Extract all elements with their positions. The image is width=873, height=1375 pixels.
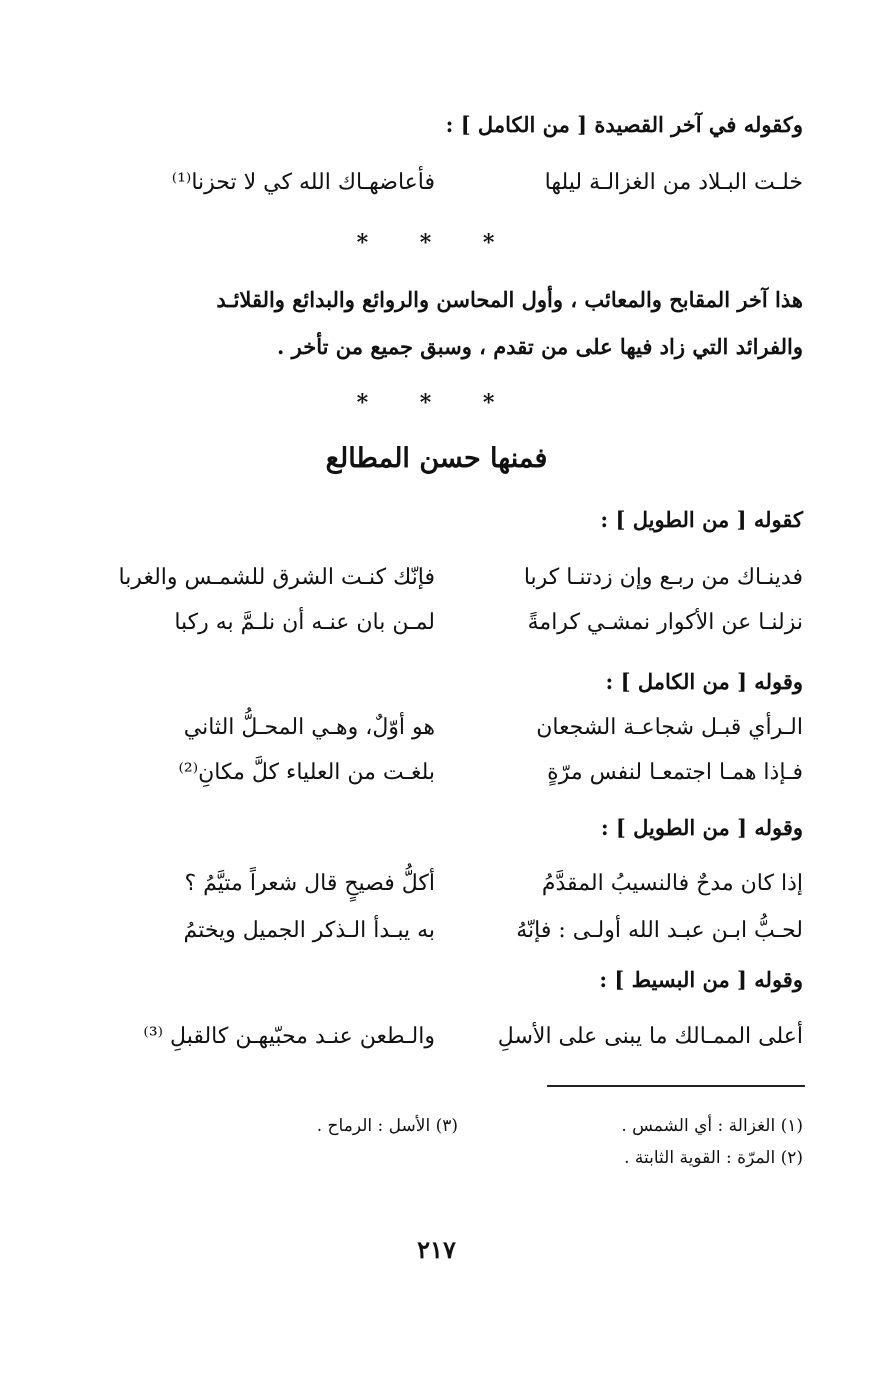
block-heading: وقوله [ من الطويل ] : bbox=[600, 815, 803, 840]
footnote-1: (١) الغزالة : أي الشمس . bbox=[621, 1116, 803, 1136]
verse-second-hemistich: فأعاضهـاك الله كي لا تحزنا⁽¹⁾ bbox=[171, 170, 435, 195]
verse-line bbox=[95, 561, 803, 595]
verse-first-hemistich: فدينـاك من ربـع وإن زدتنـا كربا bbox=[523, 565, 803, 590]
verse-line bbox=[95, 756, 803, 790]
verse-second-hemistich: أكلُّ فصيحٍ قال شعراً متيَّمُ ؟ bbox=[184, 871, 435, 896]
separator-stars: * * * bbox=[356, 390, 517, 416]
verse-first-hemistich: إذا كان مدحٌ فالنسيبُ المقدَّمُ bbox=[541, 871, 803, 896]
closing-paragraph-line-2: والفرائد التي زاد فيها على من تقدم ، وسبق جميع من تأخر . bbox=[277, 334, 803, 359]
verse-first-hemistich: أعلى الممـالك ما يبنى على الأسلِ bbox=[497, 1024, 803, 1049]
verse-second-hemistich: لمـن بان عنـه أن نلـمَّ به ركبا bbox=[174, 610, 435, 635]
verse-second-hemistich: فإنّك كنـت الشرق للشمـس والغربا bbox=[118, 565, 435, 590]
block-heading: وقوله [ من البسيط ] : bbox=[599, 967, 803, 992]
verse-second-hemistich: بلغـت من العلياء كلَّ مكانِ⁽²⁾ bbox=[178, 760, 435, 785]
footnote-3: (٣) الأسل : الرماح . bbox=[316, 1116, 458, 1136]
verse-second-hemistich: هو أوّلٌ، وهـي المحـلُّ الثاني bbox=[183, 715, 435, 740]
closing-paragraph-line-1: هذا آخر المقابح والمعائب ، وأول المحاسن والروائع والبدائع والقلائـد bbox=[216, 287, 803, 312]
verse-second-hemistich: والـطعن عنـد محبّيهـن كالقبلِ ⁽³⁾ bbox=[143, 1024, 435, 1049]
verse-line bbox=[95, 606, 803, 640]
verse-first-hemistich: نزلنـا عن الأكوار نمشـي كرامةً bbox=[527, 610, 803, 635]
page-number: ٢١٧ bbox=[417, 1235, 456, 1264]
verse-line bbox=[95, 1020, 803, 1054]
section-title: فمنها حسن المطالع bbox=[325, 443, 548, 474]
verse-second-hemistich: به يبـدأ الـذكر الجميل ويختمُ bbox=[183, 918, 435, 943]
separator-stars: * * * bbox=[356, 230, 517, 256]
block-heading: وقوله [ من الكامل ] : bbox=[605, 669, 803, 694]
block-heading: كقوله [ من الطويل ] : bbox=[600, 507, 803, 532]
verse-first-hemistich: الـرأي قبـل شجاعـة الشجعان bbox=[536, 715, 803, 740]
verse-line bbox=[95, 867, 803, 901]
intro-verse bbox=[95, 166, 803, 200]
footnote-divider bbox=[547, 1085, 805, 1087]
footnote-2: (٢) المرّة : القوية الثابتة . bbox=[624, 1148, 803, 1168]
intro-heading: وكقوله في آخر القصيدة [ من الكامل ] : bbox=[445, 112, 803, 137]
verse-first-hemistich: فـإذا همـا اجتمعـا لنفس مرّةٍ bbox=[547, 760, 803, 785]
verse-line bbox=[95, 711, 803, 745]
verse-line bbox=[95, 914, 803, 948]
verse-first-hemistich: لحـبُّ ابـن عبـد الله أولـى : فإنّهُ bbox=[516, 918, 803, 943]
verse-first-hemistich: خلـت البـلاد من الغزالـة ليلها bbox=[544, 170, 803, 195]
